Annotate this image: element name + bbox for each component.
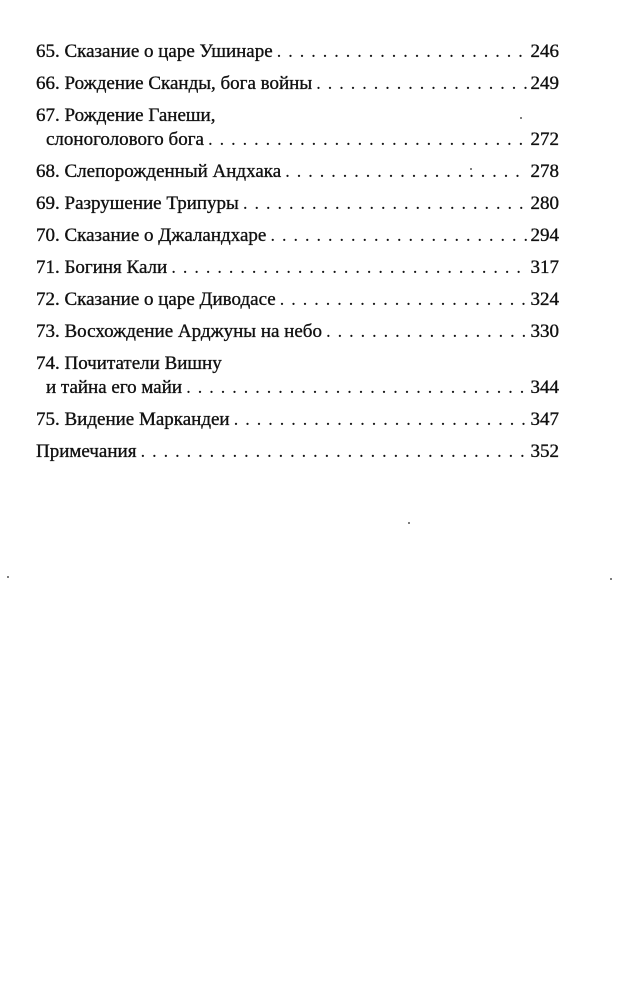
dot-leader xyxy=(277,40,527,64)
scan-speck xyxy=(470,168,472,170)
toc-entry-75[interactable] xyxy=(36,408,559,432)
toc-entry-74[interactable] xyxy=(36,352,559,400)
toc-page-number: 280 xyxy=(530,193,559,214)
toc-entry-line xyxy=(36,408,559,432)
dot-leader xyxy=(171,256,526,280)
toc-page-number: 272 xyxy=(530,129,559,150)
toc-entry-title: 70. Сказание о Джаландхаре xyxy=(36,225,267,246)
table-of-contents xyxy=(36,40,559,472)
scan-speck xyxy=(7,576,9,578)
toc-entry-line xyxy=(36,440,559,464)
toc-entry-68[interactable] xyxy=(36,160,559,184)
dot-leader xyxy=(140,440,526,464)
toc-page-number: 246 xyxy=(530,41,559,62)
dot-leader xyxy=(270,224,526,248)
toc-entry-title: 74. Почитатели Вишну xyxy=(36,353,222,374)
toc-page-number: 324 xyxy=(530,289,559,310)
toc-entry-line-continued xyxy=(36,376,559,400)
toc-entry-line-continued xyxy=(36,128,559,152)
toc-entry-72[interactable] xyxy=(36,288,559,312)
dot-leader xyxy=(243,192,527,216)
toc-entry-title: 75. Видение Маркандеи xyxy=(36,409,230,430)
toc-page-number: 249 xyxy=(530,73,559,94)
toc-page-number: 294 xyxy=(530,225,559,246)
toc-entry-title-continued: и тайна его майи xyxy=(46,377,183,398)
toc-entry-title: 68. Слепорожденный Андхака xyxy=(36,161,282,182)
toc-entry-69[interactable] xyxy=(36,192,559,216)
toc-entry-notes[interactable] xyxy=(36,440,559,464)
toc-entry-title: 72. Сказание о царе Диводасе xyxy=(36,289,276,310)
toc-entry-line xyxy=(36,224,559,248)
toc-entry-title: 69. Разрушение Трипуры xyxy=(36,193,239,214)
toc-entry-line xyxy=(36,192,559,216)
toc-entry-title: 67. Рождение Ганеши, xyxy=(36,105,216,126)
scan-speck xyxy=(520,117,522,119)
toc-entry-title: 73. Восхождение Арджуны на небо xyxy=(36,321,322,342)
dot-leader xyxy=(234,408,527,432)
toc-entry-66[interactable] xyxy=(36,72,559,96)
toc-entry-67[interactable] xyxy=(36,104,559,152)
toc-entry-title: 66. Рождение Сканды, бога войны xyxy=(36,73,313,94)
scan-speck xyxy=(408,522,410,524)
toc-entry-line xyxy=(36,72,559,96)
toc-entry-70[interactable] xyxy=(36,224,559,248)
dot-leader xyxy=(280,288,527,312)
toc-page-number: 317 xyxy=(530,257,559,278)
dot-leader xyxy=(326,320,527,344)
toc-entry-title-continued: слоноголового бога xyxy=(46,129,204,150)
toc-page-number: 347 xyxy=(530,409,559,430)
toc-entry-line xyxy=(36,288,559,312)
toc-page-number: 344 xyxy=(530,377,559,398)
toc-entry-title: Примечания xyxy=(36,441,137,462)
toc-entry-71[interactable] xyxy=(36,256,559,280)
dot-leader xyxy=(208,128,527,152)
toc-entry-73[interactable] xyxy=(36,320,559,344)
toc-entry-65[interactable] xyxy=(36,40,559,64)
toc-entry-line xyxy=(36,352,559,376)
toc-entry-line xyxy=(36,104,559,128)
toc-entry-line xyxy=(36,256,559,280)
dot-leader xyxy=(186,376,526,400)
toc-entry-line xyxy=(36,40,559,64)
toc-entry-line xyxy=(36,320,559,344)
toc-entry-title: 71. Богиня Кали xyxy=(36,257,168,278)
scan-speck xyxy=(610,578,612,580)
dot-leader xyxy=(316,72,526,96)
toc-entry-title: 65. Сказание о царе Ушинаре xyxy=(36,41,273,62)
toc-page-number: 330 xyxy=(530,321,559,342)
toc-entry-line xyxy=(36,160,559,184)
toc-page-number: 278 xyxy=(530,161,559,182)
dot-leader xyxy=(285,160,526,184)
toc-page-number: 352 xyxy=(530,441,559,462)
